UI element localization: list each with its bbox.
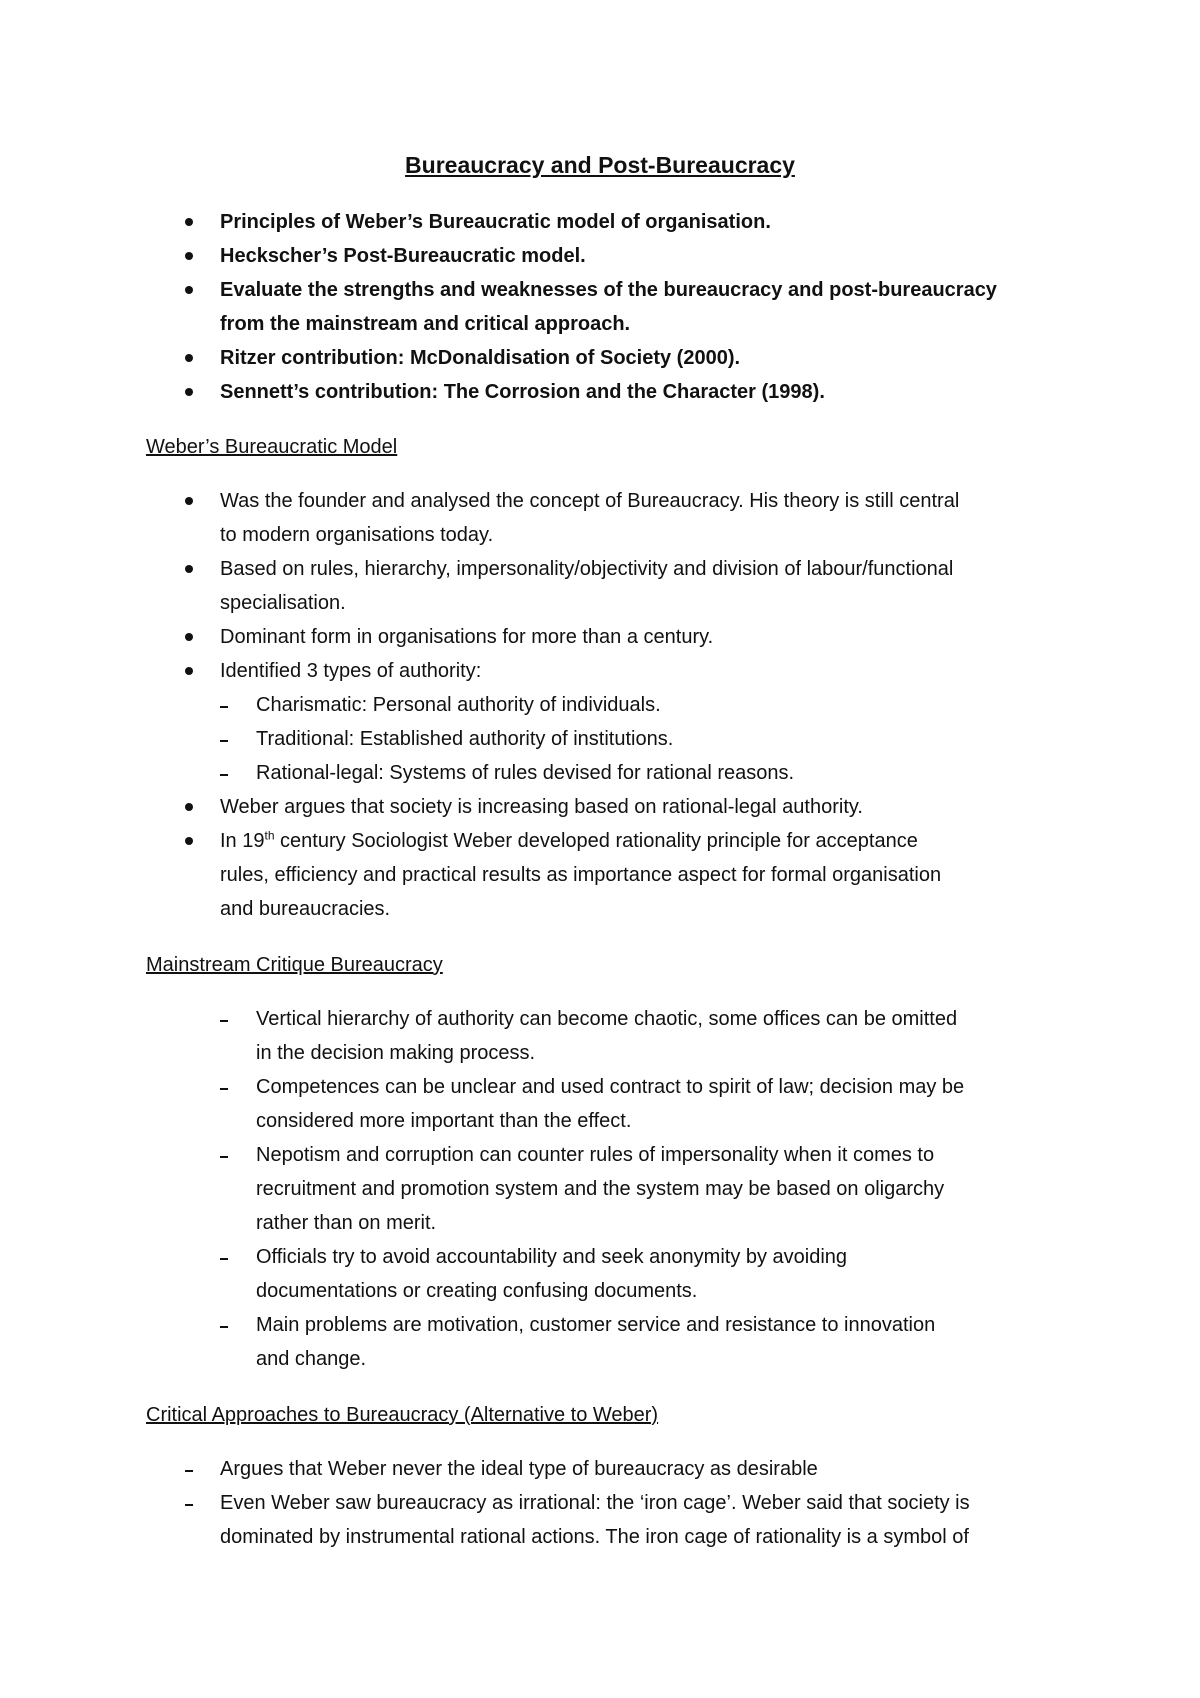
list-item-continued: to modern organisations today. [220, 524, 494, 546]
objective-item: Heckscher’s Post-Bureaucratic model. [220, 245, 586, 267]
list-item: Dominant form in organisations for more than a century. [220, 626, 714, 648]
objective-item: Sennett’s contribution: The Corrosion and the Character (1998). [220, 381, 825, 403]
bullet-icon [185, 803, 193, 811]
bullet-icon [185, 633, 193, 641]
list-item-continued: rather than on merit. [256, 1212, 437, 1234]
bullet-icon [185, 565, 193, 573]
list-item-continued: and change. [256, 1348, 367, 1370]
list-item: Main problems are motivation, customer service and resistance to innovation [256, 1314, 936, 1336]
objective-item-continued: from the mainstream and critical approach. [220, 313, 631, 335]
objective-item: Principles of Weber’s Bureaucratic model of organisation. [220, 211, 771, 233]
dash-icon [220, 774, 228, 776]
list-item-continued: dominated by instrumental rational actions. The iron cage of rationality is a symbol of [220, 1526, 969, 1548]
list-item-continued: rules, efficiency and practical results as importance aspect for formal organisation [220, 864, 942, 886]
list-item [220, 826, 918, 856]
section-heading-mainstream-critique: Mainstream Critique Bureaucracy [146, 954, 443, 976]
dash-icon [220, 1258, 228, 1260]
list-item-continued: specialisation. [220, 592, 346, 614]
bullet-icon [185, 218, 193, 226]
list-item: Was the founder and analysed the concept of Bureaucracy. His theory is still central [220, 490, 960, 512]
dash-icon [185, 1470, 193, 1472]
bullet-icon [185, 354, 193, 362]
list-item: Identified 3 types of authority: [220, 660, 482, 682]
dash-icon [220, 706, 228, 708]
sub-item-traditional: Traditional: Established authority of institutions. [256, 728, 674, 750]
list-item-continued: documentations or creating confusing documents. [256, 1280, 698, 1302]
list-item: Competences can be unclear and used contract to spirit of law; decision may be [256, 1076, 965, 1098]
objective-item: Evaluate the strengths and weaknesses of the bureaucracy and post-bureaucracy [220, 279, 997, 301]
list-item-continued: and bureaucracies. [220, 898, 391, 920]
list-item: Officials try to avoid accountability and seek anonymity by avoiding [256, 1246, 848, 1268]
dash-icon [220, 1088, 228, 1090]
ordinal-superscript: th [264, 828, 275, 843]
bullet-icon [185, 252, 193, 260]
bullet-icon [185, 497, 193, 505]
sub-item-rational-legal: Rational-legal: Systems of rules devised for rational reasons. [256, 762, 795, 784]
dash-icon [220, 740, 228, 742]
list-item: Weber argues that society is increasing based on rational-legal authority. [220, 796, 863, 818]
list-item-continued: considered more important than the effect. [256, 1110, 632, 1132]
list-item: Based on rules, hierarchy, impersonality/objectivity and division of labour/functional [220, 558, 954, 580]
dash-icon [185, 1504, 193, 1506]
list-item: Vertical hierarchy of authority can become chaotic, some offices can be omitted [256, 1008, 958, 1030]
item-text-prefix: In 19 [220, 830, 265, 852]
list-item: Nepotism and corruption can counter rules of impersonality when it comes to [256, 1144, 935, 1166]
section-heading-critical-approaches: Critical Approaches to Bureaucracy (Alternative to Weber) [146, 1404, 659, 1426]
bullet-icon [185, 388, 193, 396]
bullet-icon [185, 286, 193, 294]
dash-icon [220, 1156, 228, 1158]
objective-item: Ritzer contribution: McDonaldisation of Society (2000). [220, 347, 741, 369]
sub-item-charismatic: Charismatic: Personal authority of individuals. [256, 694, 661, 716]
list-item-continued: in the decision making process. [256, 1042, 536, 1064]
dash-icon [220, 1326, 228, 1328]
bullet-icon [185, 837, 193, 845]
list-item-continued: recruitment and promotion system and the system may be based on oligarchy [256, 1178, 945, 1200]
item-text-suffix: century Sociologist Weber developed rationality principle for acceptance [274, 830, 918, 852]
list-item: Argues that Weber never the ideal type of bureaucracy as desirable [220, 1458, 818, 1480]
dash-icon [220, 1020, 228, 1022]
bullet-icon [185, 667, 193, 675]
list-item: Even Weber saw bureaucracy as irrational: the ‘iron cage’. Weber said that society is [220, 1492, 970, 1514]
document-title: Bureaucracy and Post-Bureaucracy [405, 152, 795, 178]
section-heading-webers-model: Weber’s Bureaucratic Model [146, 436, 398, 458]
